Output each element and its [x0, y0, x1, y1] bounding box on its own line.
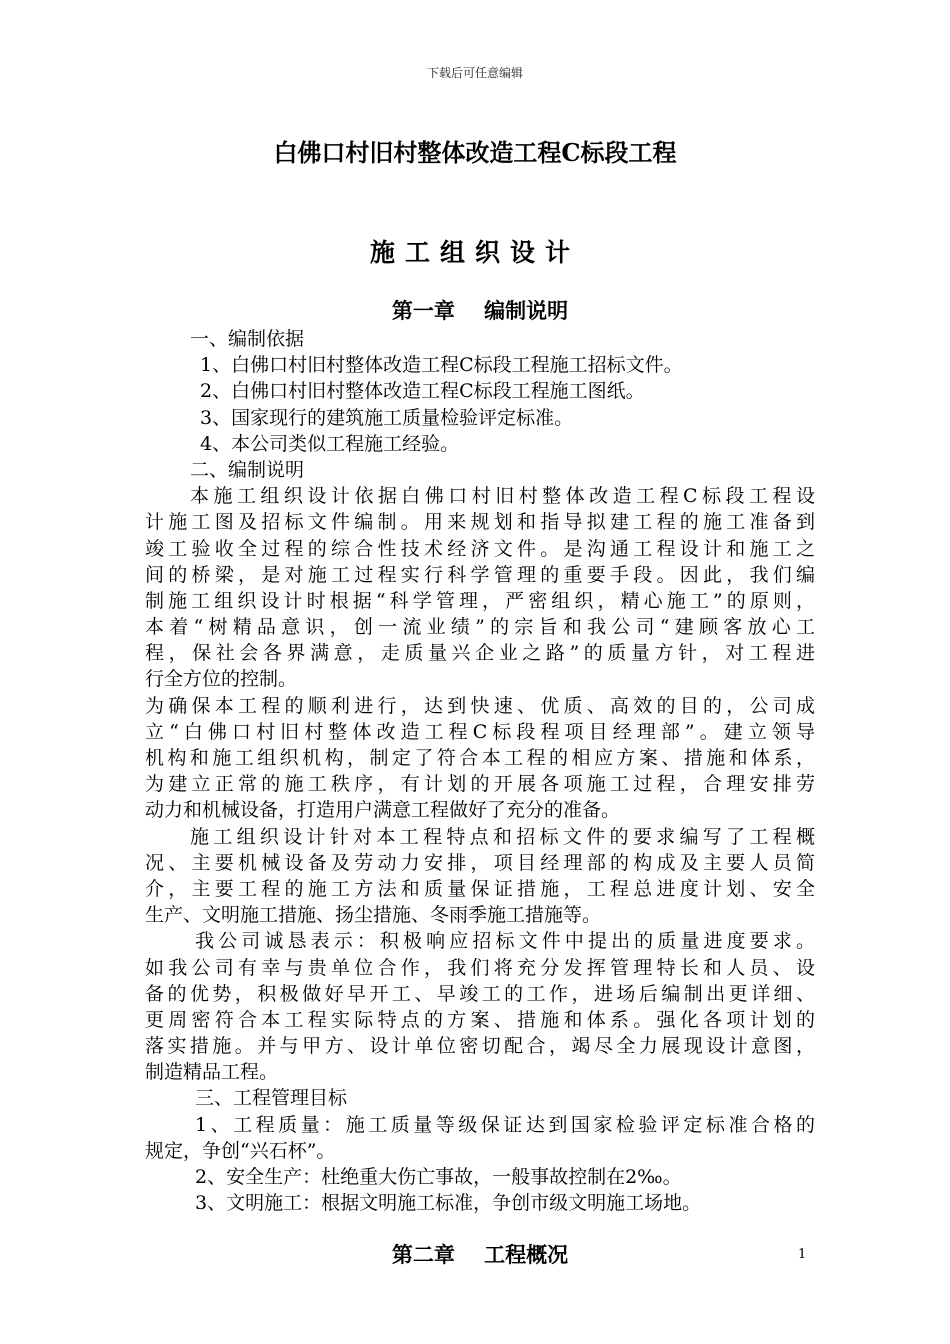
- goal-1-line: 1、工程质量：施工质量等级保证达到国家检验评定标准合格的: [195, 1113, 815, 1136]
- section-2-heading: 二、编制说明: [190, 458, 305, 481]
- paragraph-line: 行全方位的控制。: [145, 668, 298, 691]
- paragraph-line: 计施工图及招标文件编制。用来规划和指导拟建工程的施工准备到: [145, 511, 815, 534]
- header-note: 下载后可任意编辑: [426, 66, 523, 80]
- paragraph-line: 间的桥梁，是对施工过程实行科学管理的重要手段。因此，我们编: [145, 563, 815, 586]
- paragraph-line: 竣工验收全过程的综合性技术经济文件。是沟通工程设计和施工之: [145, 537, 815, 560]
- basis-item-3: 3、国家现行的建筑施工质量检验评定标准。: [200, 406, 574, 429]
- goal-3: 3、文明施工：根据文明施工标准，争创市级文明施工场地。: [195, 1192, 702, 1215]
- paragraph-line: 更周密符合本工程实际特点的方案、措施和体系。强化各项计划的: [145, 1008, 815, 1031]
- paragraph-line: 落实措施。并与甲方、设计单位密切配合，竭尽全力展现设计意图，: [145, 1035, 815, 1058]
- paragraph-line: 制施工组织设计时根据“科学管理，严密组织，精心施工”的原则，: [145, 589, 815, 612]
- chapter-2-heading: 第二章 工程概况: [391, 1242, 569, 1268]
- chapter-1-heading: 第一章 编制说明: [391, 298, 569, 323]
- paragraph-line: 生产、文明施工措施、扬尘措施、冬雨季施工措施等。: [145, 904, 602, 927]
- paragraph-line: 本着“树精品意识，创一流业绩”的宗旨和我公司“建顾客放心工: [145, 616, 815, 639]
- paragraph-line: 施工组织设计针对本工程特点和招标文件的要求编写了工程概: [190, 825, 815, 848]
- paragraph-line: 如我公司有幸与贵单位合作，我们将充分发挥管理特长和人员、设: [145, 956, 815, 979]
- paragraph-1: [145, 483, 815, 693]
- paragraph-line: 机构和施工组织机构，制定了符合本工程的相应方案、措施和体系，: [145, 747, 815, 769]
- paragraph-line: 动力和机械设备，打造用户满意工程做好了充分的准备。: [145, 799, 621, 822]
- paragraph-line: 程，保社会各界满意，走质量兴企业之路”的质量方针，对工程进: [145, 642, 815, 665]
- paragraph-line: 备的优势，积极做好早开工、早竣工的工作，进场后编制出更详细、: [145, 982, 815, 1005]
- document-subtitle: 施工组织设计: [369, 238, 580, 267]
- goal-2: 2、安全生产：杜绝重大伤亡事故，一般事故控制在2‰。: [195, 1166, 682, 1188]
- document-body: [145, 296, 815, 1270]
- section-3-heading: 三、工程管理目标: [195, 1087, 348, 1110]
- paragraph-line: 介，主要工程的施工方法和质量保证措施，工程总进度计划、安全: [145, 877, 815, 900]
- basis-item-4: 4、本公司类似工程施工经验。: [200, 432, 460, 455]
- paragraph-line: 为确保本工程的顺利进行，达到快速、优质、高效的目的，公司成: [145, 694, 815, 717]
- document-title: 白佛口村旧村整体改造工程C标段工程: [273, 138, 677, 167]
- paragraph-line: 制造精品工程。: [145, 1061, 279, 1084]
- paragraph-line: 况、主要机械设备及劳动力安排，项目经理部的构成及主要人员简: [145, 851, 815, 874]
- section-1-heading: 一、编制依据: [190, 328, 305, 350]
- basis-item-2: 2、白佛口村旧村整体改造工程C标段工程施工图纸。: [200, 380, 645, 403]
- paragraph-line: 立“白佛口村旧村整体改造工程C标段程项目经理部”。建立领导: [145, 720, 815, 743]
- paragraph-line: 本施工组织设计依据白佛口村旧村整体改造工程C标段工程设: [190, 485, 815, 508]
- goal-1-line: 规定，争创“兴石杯”。: [145, 1139, 336, 1162]
- paragraph-3: [145, 824, 815, 929]
- paragraph-4: [145, 928, 815, 1085]
- paragraph-line: 为建立正常的施工秩序，有计划的开展各项施工过程，合理安排劳: [145, 773, 815, 796]
- basis-item-1: 1、白佛口村旧村整体改造工程C标段工程施工招标文件。: [200, 354, 683, 377]
- page-number: 1: [798, 1247, 807, 1262]
- paragraph-2: [145, 693, 815, 824]
- paragraph-line: 我公司诚恳表示：积极响应招标文件中提出的质量进度要求。: [195, 930, 815, 953]
